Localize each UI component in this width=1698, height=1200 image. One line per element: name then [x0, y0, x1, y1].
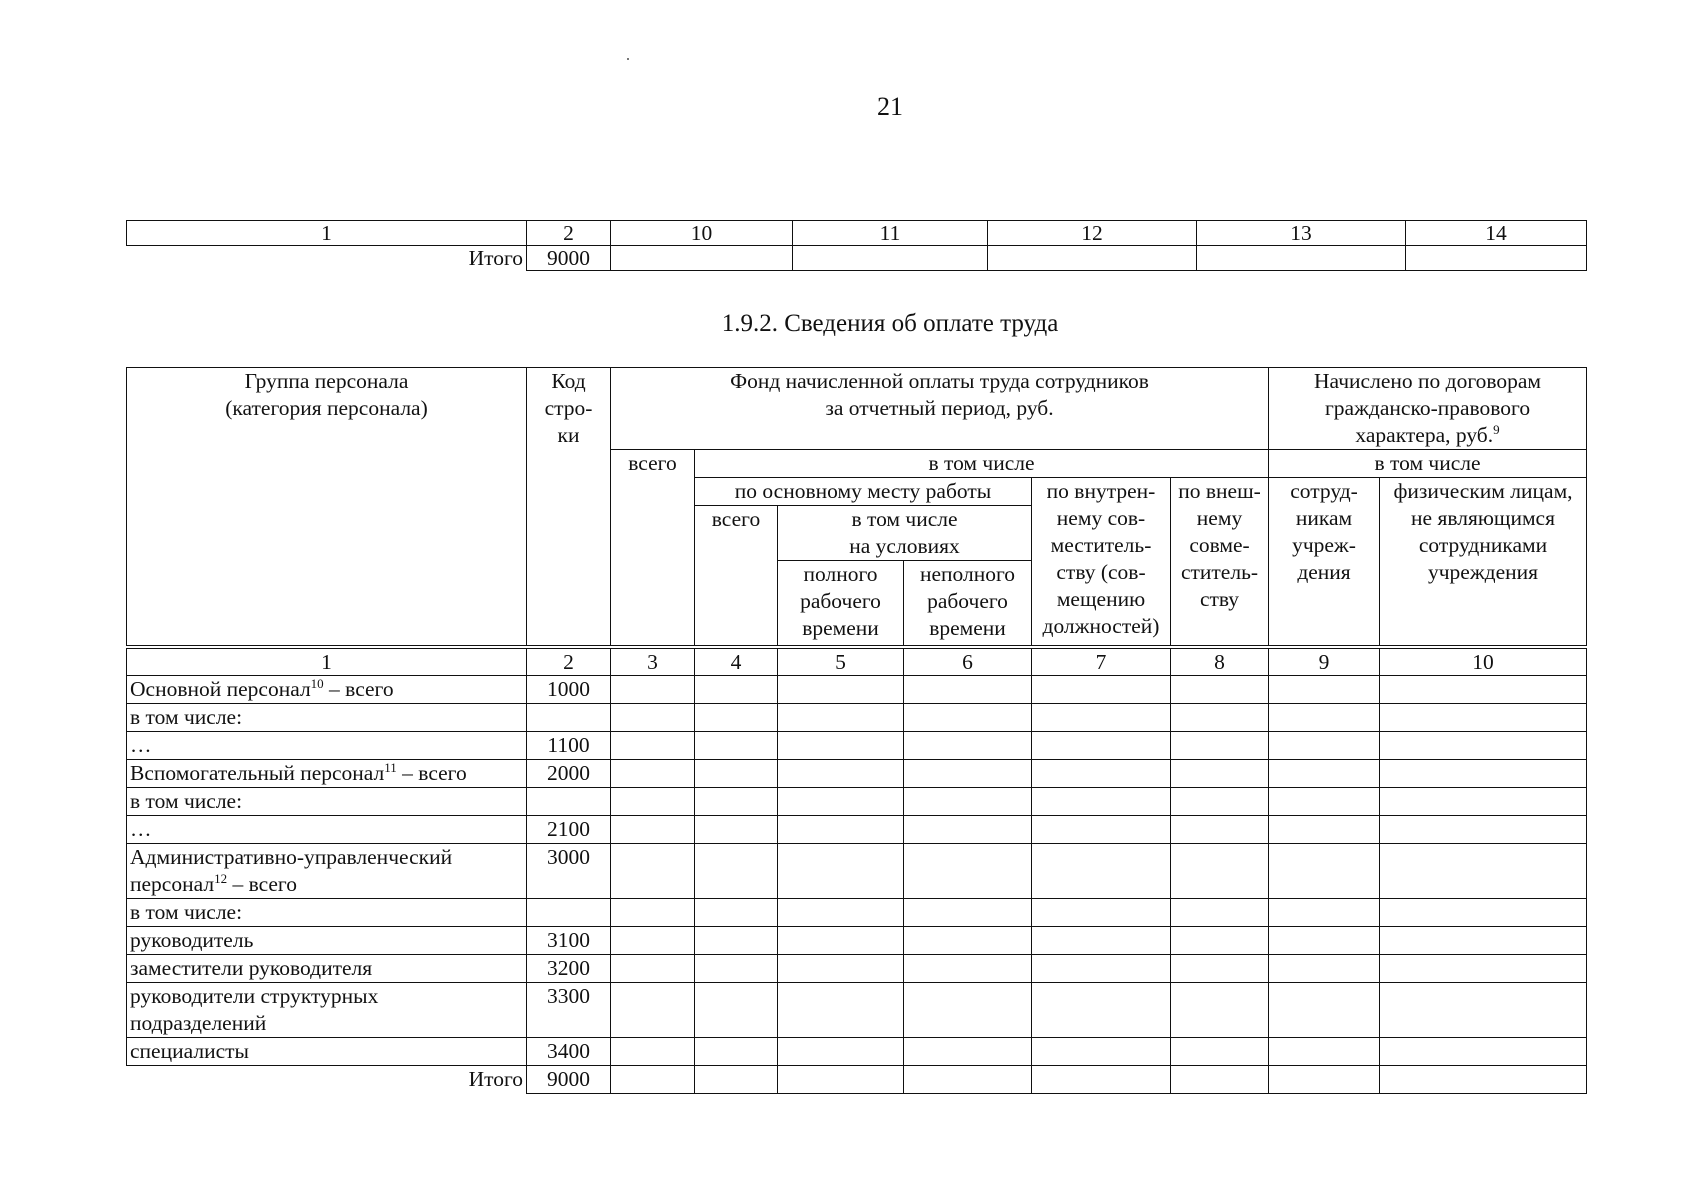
- header-text: нему: [1196, 506, 1243, 530]
- header-text: физическим лицам,: [1393, 479, 1573, 503]
- value-cell: [1406, 246, 1587, 271]
- header-text: [1272, 422, 1583, 449]
- header-text: рабочего: [800, 589, 881, 613]
- table-row: [127, 816, 1587, 844]
- header-cell: 2: [527, 221, 611, 246]
- row-code: 3000: [527, 844, 611, 899]
- header-text: в том числе: [851, 507, 958, 531]
- header-part-time: [904, 561, 1032, 648]
- header-text: за отчетный период, руб.: [825, 396, 1054, 420]
- row-code: 3200: [527, 955, 611, 983]
- header-cell: 11: [793, 221, 988, 246]
- row-label: руководитель: [127, 927, 527, 955]
- header-fund: [611, 368, 1269, 450]
- table-row: [127, 732, 1587, 760]
- column-number: 4: [695, 647, 778, 676]
- total-row: [127, 1066, 1587, 1094]
- header-text: должностей): [1042, 614, 1160, 638]
- scan-dot: [627, 58, 629, 60]
- header-text: ки: [557, 423, 580, 447]
- value-cell: [611, 246, 793, 271]
- row-code: 1000: [527, 676, 611, 704]
- row-code: 1100: [527, 732, 611, 760]
- row-code: [527, 899, 611, 927]
- total-label: Итого: [127, 1066, 527, 1094]
- header-text: времени: [929, 616, 1006, 640]
- column-number: 2: [527, 647, 611, 676]
- header-text: полного: [803, 562, 878, 586]
- table-row: [127, 704, 1587, 732]
- footnote-mark: 9: [1493, 422, 1500, 437]
- header-text: нему сов-: [1056, 506, 1146, 530]
- table-row: [127, 844, 1587, 899]
- header-text: никам: [1295, 506, 1353, 530]
- header-main-total: всего: [695, 506, 778, 648]
- header-internal: [1032, 478, 1171, 648]
- header-cell: 10: [611, 221, 793, 246]
- row-label: в том числе:: [127, 704, 527, 732]
- header-cell: 1: [127, 221, 527, 246]
- header-text: ству (сов-: [1056, 560, 1146, 584]
- header-text: Начислено по договорам: [1314, 369, 1542, 393]
- header-text: ству: [1199, 587, 1240, 611]
- row-label: …: [127, 816, 527, 844]
- header-external: [1171, 478, 1269, 648]
- header-full-time: [778, 561, 904, 648]
- table-row: [127, 760, 1587, 788]
- column-number: 10: [1380, 647, 1587, 676]
- header-text: по внеш-: [1178, 479, 1261, 503]
- header-text: учреждения: [1427, 560, 1539, 584]
- header-text: мещению: [1056, 587, 1146, 611]
- row-label: руководители структурных подразделений: [127, 983, 527, 1038]
- total-code: 9000: [527, 1066, 611, 1094]
- top-table-total-row: [127, 246, 1587, 271]
- header-text: Группа персонала: [244, 369, 409, 393]
- header-including: в том числе: [695, 450, 1269, 478]
- header-text: рабочего: [927, 589, 1008, 613]
- header-text: сотруд-: [1290, 479, 1358, 503]
- footnote-mark: 10: [310, 676, 324, 691]
- row-label: заместители руководителя: [127, 955, 527, 983]
- row-label: …: [127, 732, 527, 760]
- table-row: [127, 788, 1587, 816]
- header-row-1: [127, 368, 1587, 450]
- header-conditions: [778, 506, 1032, 561]
- header-individuals: [1380, 478, 1587, 648]
- total-code: 9000: [527, 246, 611, 271]
- table-row: [127, 927, 1587, 955]
- header-cell: 14: [1406, 221, 1587, 246]
- header-text: не являющимся: [1411, 506, 1555, 530]
- column-number: 8: [1171, 647, 1269, 676]
- row-code: 3300: [527, 983, 611, 1038]
- header-text: Код: [551, 369, 586, 393]
- header-text: (категория персонала): [225, 396, 428, 420]
- page-number: 21: [877, 92, 903, 121]
- wage-table: [126, 367, 1587, 1094]
- row-code: 2000: [527, 760, 611, 788]
- header-total: всего: [611, 450, 695, 648]
- row-label: Административно-управленческий персонал$^{12}$ – всего: [127, 844, 527, 899]
- header-text: на условиях: [849, 534, 960, 558]
- header-text: стро-: [544, 396, 593, 420]
- table-row: [127, 1038, 1587, 1066]
- value-cell: [988, 246, 1197, 271]
- row-label: специалисты: [127, 1038, 527, 1066]
- column-number: 1: [127, 647, 527, 676]
- header-text: совме-: [1189, 533, 1250, 557]
- value-cell: [1197, 246, 1406, 271]
- header-text: времени: [802, 616, 879, 640]
- header-text: ститель-: [1180, 560, 1259, 584]
- header-text: гражданско-правового: [1324, 396, 1531, 420]
- header-text: характера, руб.: [1355, 423, 1494, 447]
- header-code: [527, 368, 611, 648]
- table-row: [127, 955, 1587, 983]
- header-text: сотрудниками: [1418, 533, 1548, 557]
- footnote-mark: 12: [214, 871, 228, 886]
- header-including-civil: в том числе: [1269, 450, 1587, 478]
- header-text: по внутрен-: [1046, 479, 1156, 503]
- row-label: в том числе:: [127, 788, 527, 816]
- column-number: 9: [1269, 647, 1380, 676]
- row-code: 3100: [527, 927, 611, 955]
- section-title: 1.9.2. Сведения об оплате труда: [721, 310, 1059, 337]
- column-number: 7: [1032, 647, 1171, 676]
- header-text: неполного: [919, 562, 1016, 586]
- header-group: [127, 368, 527, 648]
- row-code: 3400: [527, 1038, 611, 1066]
- table-row: [127, 899, 1587, 927]
- column-number: 6: [904, 647, 1032, 676]
- total-label: Итого: [127, 246, 527, 271]
- row-label: Вспомогательный персонал$^{11}$ – всего: [127, 760, 527, 788]
- header-text: Фонд начисленной оплаты труда сотрудников: [730, 369, 1149, 393]
- value-cell: [793, 246, 988, 271]
- header-cell: 13: [1197, 221, 1406, 246]
- header-staff: [1269, 478, 1380, 648]
- column-number: 3: [611, 647, 695, 676]
- header-text: меститель-: [1050, 533, 1152, 557]
- table-row: [127, 983, 1587, 1038]
- column-number: 5: [778, 647, 904, 676]
- row-label: Основной персонал$^{10}$ – всего: [127, 676, 527, 704]
- header-civil: [1269, 368, 1587, 450]
- row-code: 2100: [527, 816, 611, 844]
- top-table-header-row: [127, 221, 1587, 246]
- row-label: в том числе:: [127, 899, 527, 927]
- footnote-mark: 11: [384, 760, 397, 775]
- row-code: [527, 788, 611, 816]
- header-text: учреж-: [1292, 533, 1356, 557]
- header-text: дения: [1297, 560, 1351, 584]
- header-main-place: по основному месту работы: [695, 478, 1032, 506]
- row-code: [527, 704, 611, 732]
- table-row: [127, 676, 1587, 704]
- column-number-row: [127, 647, 1587, 676]
- header-cell: 12: [988, 221, 1197, 246]
- top-table: [126, 220, 1587, 271]
